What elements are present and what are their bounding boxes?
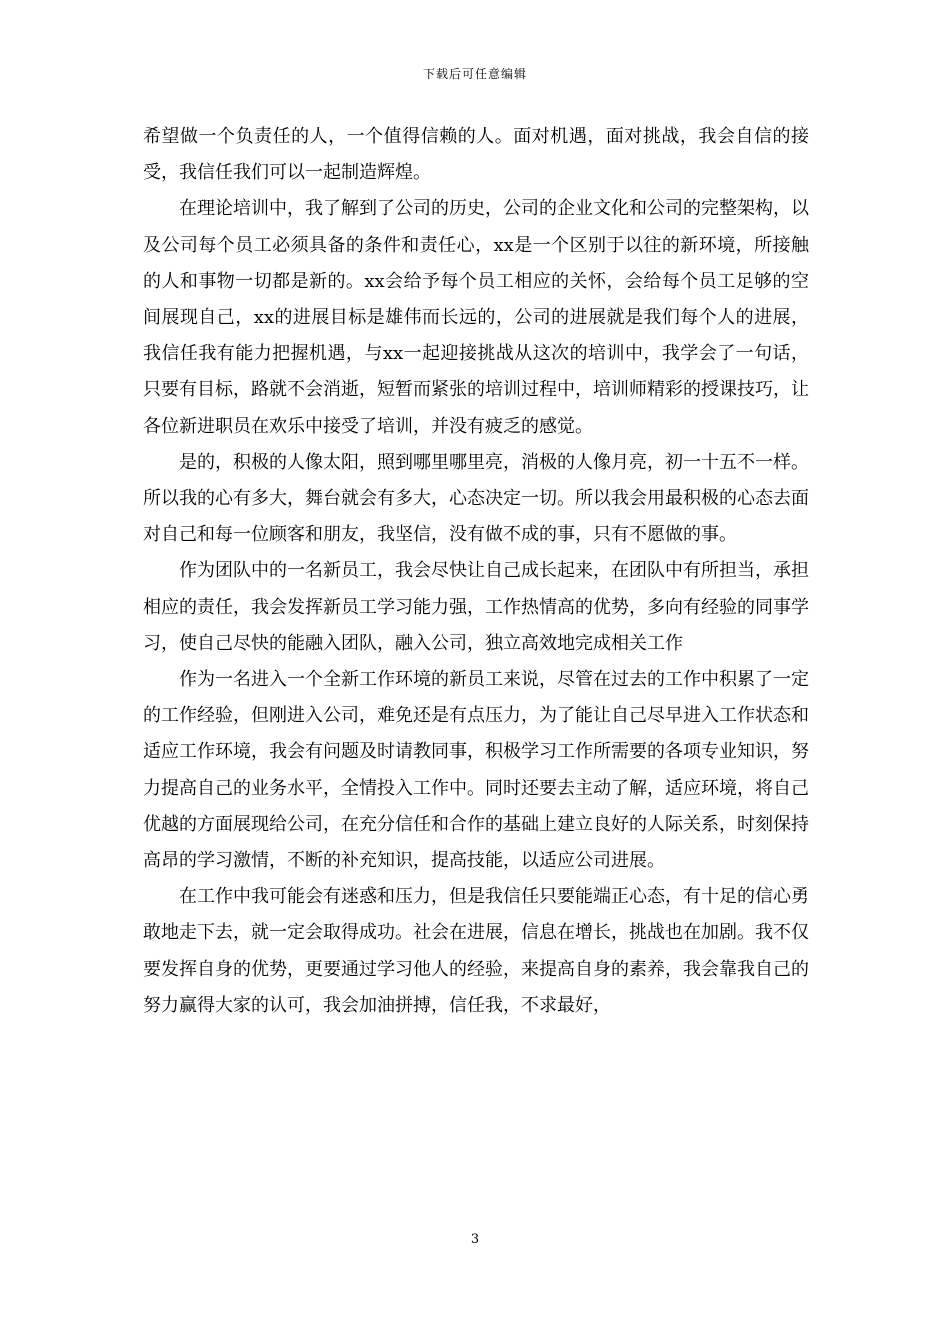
paragraph-team: 作为团队中的一名新员工，我会尽快让自己成长起来，在团队中有所担当，承担相应的责任，我会发挥新员工学习能力强，工作热情高的优势，多向有经验的同事学习，使自己尽快的能融入团队，融入公司，独立高效地完成相关工作 bbox=[143, 560, 809, 654]
paragraph-new-environment: 作为一名进入一个全新工作环境的新员工来说，尽管在过去的工作中积累了一定的工作经验，但刚进入公司，难免还是有点压力，为了能让自己尽早进入工作状态和适应工作环境，我会有问题及时请教同事，积极学习工作所需要的各项专业知识，努力提高自己的业务水平，全情投入工作中。同时还要去主动了解，适应环境，将自己优越的方面展现给公司，在充分信任和合作的基础上建立良好的人际关系，时刻保持高昂的学习激情，不断的补充知识，提高技能，以适应公司进展。 bbox=[143, 669, 809, 872]
paragraph-attitude: 是的，积极的人像太阳，照到哪里哪里亮，消极的人像月亮，初一十五不一样。所以我的心有多大，舞台就会有多大，心态决定一切。所以我会用最积极的心态去面对自己和每一位顾客和朋友，我坚信，没有做不成的事，只有不愿做的事。 bbox=[143, 451, 809, 546]
page-header: 下载后可任意编辑 bbox=[422, 67, 527, 81]
document-body bbox=[143, 119, 809, 1024]
page-number: 3 bbox=[470, 1232, 480, 1247]
paragraph-training: 在理论培训中，我了解到了公司的历史，公司的企业文化和公司的完整架构，以及公司每个员工必须具备的条件和责任心，xx是一个区别于以往的新环境，所接触的人和事物一切都是新的。xx会给予每个员工相应的关怀，会给每个员工足够的空间展现自己，xx的进展目标是雄伟而长远的，公司的进展就是我们每个人的进展，我信任我有能力把握机遇，与xx一起迎接挑战从这次的培训中，我学会了一句话，只要有目标，路就不会消逝，短暂而紧张的培训过程中，培训师精彩的授课技巧，让各位新进职员在欢乐中接受了培训，并没有疲乏的感觉。 bbox=[143, 198, 809, 437]
paragraph-continued: 希望做一个负责任的人，一个值得信赖的人。面对机遇，面对挑战，我会自信的接受，我信任我们可以一起制造辉煌。 bbox=[143, 126, 809, 184]
paragraph-challenges: 在工作中我可能会有迷惑和压力，但是我信任只要能端正心态，有十足的信心勇敢地走下去，就一定会取得成功。社会在进展，信息在增长，挑战也在加剧。我不仅要发挥自身的优势，更要通过学习他人的经验，来提高自身的素养，我会靠我自己的努力赢得大家的认可，我会加油拼搏，信任我，不求最好， bbox=[143, 886, 809, 1016]
